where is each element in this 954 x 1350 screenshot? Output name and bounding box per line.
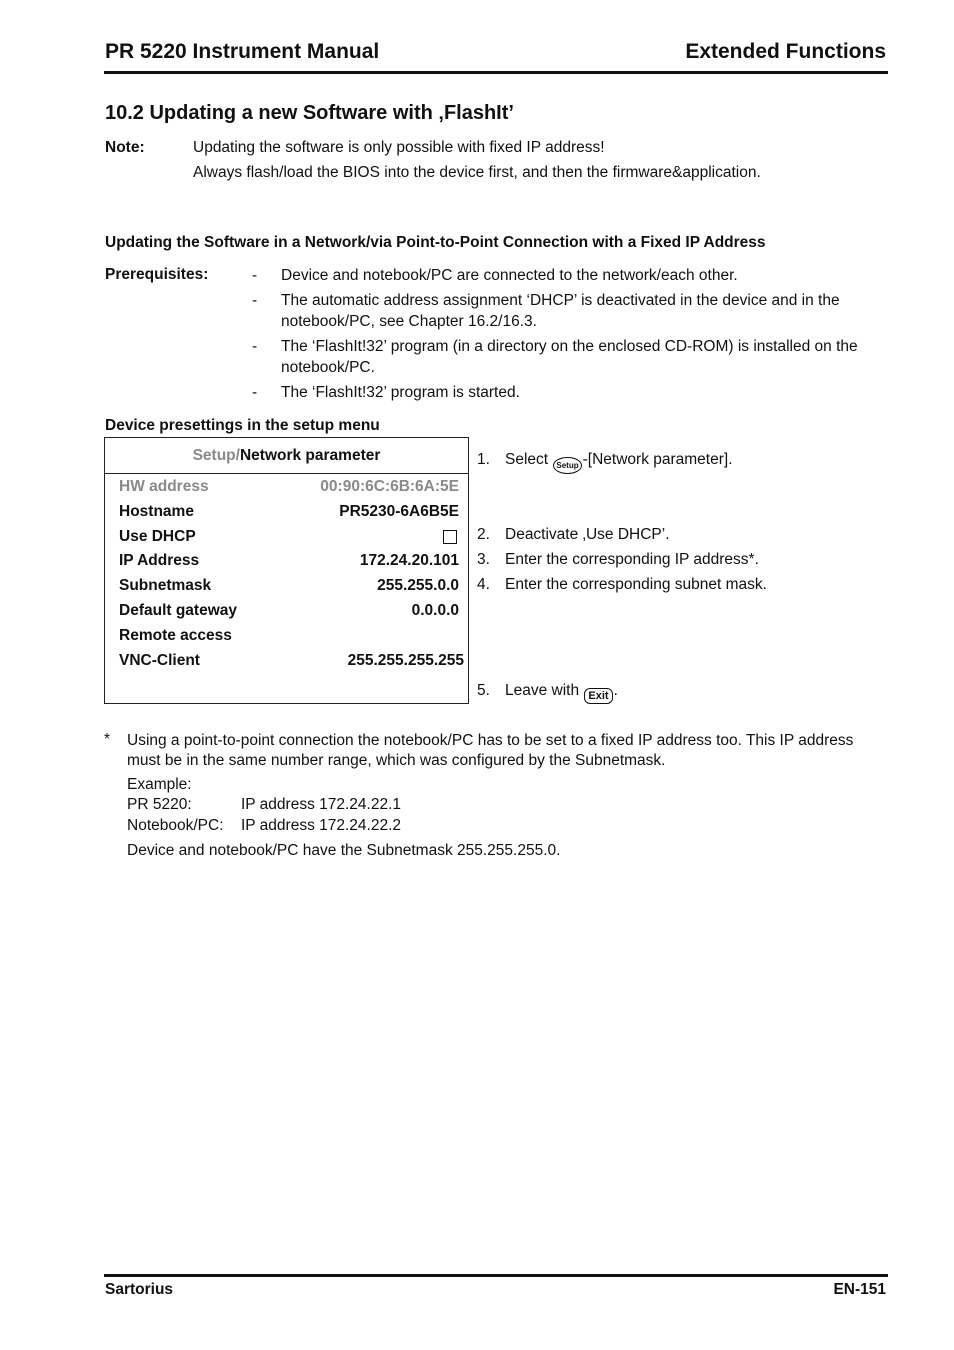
footnote-text: Using a point-to-point connection the notebook/PC has to be set to a fixed IP address too. This IP address must be in the same number range, which was configured by the Subnetmask. — [127, 732, 854, 769]
menu-header — [105, 438, 468, 474]
menu-row-hw-address: HW address 00:90:6C:6B:6A:5E — [119, 478, 459, 495]
setup-key-icon: Setup — [553, 457, 581, 474]
step-4: 4. Enter the corresponding subnet mask. — [477, 576, 767, 593]
setup-menu-panel — [104, 437, 469, 704]
menu-row-hostname[interactable]: Hostname PR5230-6A6B5E — [119, 503, 459, 520]
step-2: 2. Deactivate ‚Use DHCP’. — [477, 526, 670, 543]
header-title: PR 5220 Instrument Manual — [105, 40, 380, 63]
example-label: Example: — [127, 776, 192, 793]
list-item: - The automatic address assignment ‘DHCP’ is deactivated in the device and in the notebook/PC, see Chapter 16.2/16.3. — [252, 292, 840, 330]
example-notebook-ip: IP address 172.24.22.2 — [241, 817, 402, 834]
note-line-1: Updating the software is only possible with fixed IP address! — [193, 139, 605, 156]
presets-label: Device presettings in the setup menu — [105, 417, 380, 434]
menu-row-use-dhcp[interactable]: Use DHCP — [119, 526, 459, 548]
menu-title: Network parameter — [239, 447, 381, 464]
menu-row-subnetmask[interactable]: Subnetmask 255.255.0.0 — [119, 577, 459, 594]
subheading: Updating the Software in a Network/via Point-to-Point Connection with a Fixed IP Address — [105, 234, 766, 251]
example-notebook-label: Notebook/PC: — [127, 817, 224, 834]
menu-breadcrumb: Setup/ — [192, 447, 240, 464]
menu-row-ip-address[interactable]: IP Address 172.24.20.101 — [119, 552, 459, 569]
note-line-2: Always flash/load the BIOS into the device first, and then the firmware&application. — [193, 164, 761, 181]
step-3: 3. Enter the corresponding IP address*. — [477, 551, 759, 568]
menu-row-default-gateway[interactable]: Default gateway 0.0.0.0 — [119, 602, 459, 619]
use-dhcp-checkbox[interactable] — [443, 530, 457, 544]
footnote-marker: * — [104, 731, 111, 748]
list-item: - Device and notebook/PC are connected to the network/each other. — [252, 267, 738, 284]
header-divider — [104, 71, 888, 74]
exit-key-icon: Exit — [584, 688, 612, 704]
list-item: - The ‘FlashIt!32’ program (in a directory on the enclosed CD-ROM) is installed on the notebook/PC. — [252, 338, 858, 376]
footer-brand: Sartorius — [105, 1281, 174, 1298]
section-heading: 10.2 Updating a new Software with ‚FlashIt’ — [105, 102, 514, 124]
footnote-closing: Device and notebook/PC have the Subnetmask 255.255.255.0. — [127, 842, 561, 859]
step-1: 1. Select Setup -[Network parameter]. — [477, 451, 733, 474]
prerequisites-list — [252, 265, 882, 407]
menu-row-vnc-client[interactable]: VNC-Client 255.255.255.255 — [119, 652, 464, 669]
example-device-label: PR 5220: — [127, 796, 192, 813]
prerequisites-label: Prerequisites: — [105, 266, 209, 283]
step-5: 5. Leave with Exit . — [477, 682, 618, 702]
note-label: Note: — [105, 139, 145, 156]
example-device-ip: IP address 172.24.22.1 — [241, 796, 402, 813]
footer-divider — [104, 1274, 888, 1277]
header-section: Extended Functions — [685, 40, 886, 63]
page-number: EN-151 — [833, 1281, 886, 1298]
list-item: - The ‘FlashIt!32’ program is started. — [252, 384, 520, 401]
menu-row-remote-access[interactable]: Remote access — [119, 627, 232, 644]
